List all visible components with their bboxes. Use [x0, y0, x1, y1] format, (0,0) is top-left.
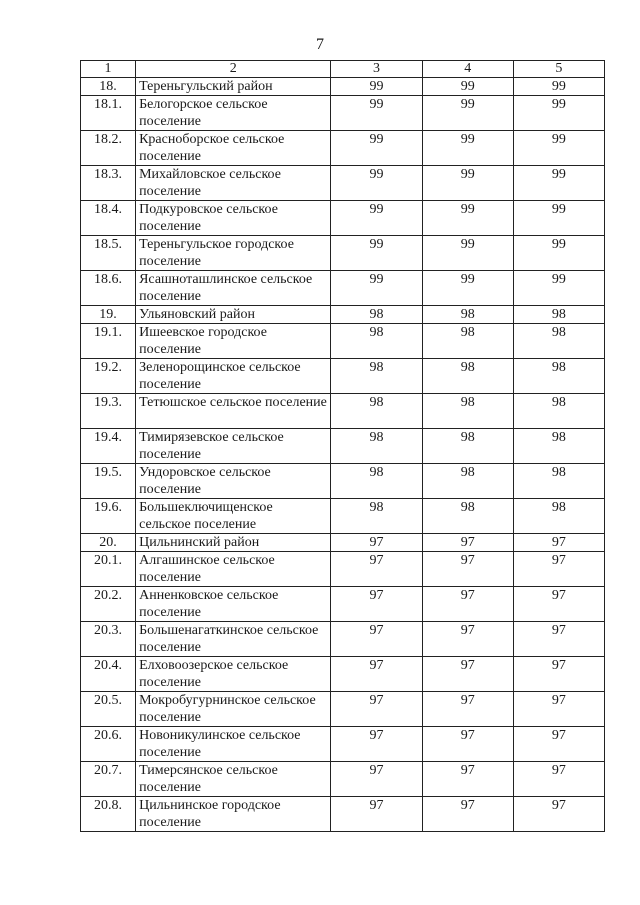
- value-col-4-cell: 97: [422, 587, 513, 622]
- row-name-cell: Ундоровское сельское поселение: [136, 464, 331, 499]
- row-name-cell: Подкуровское сельское поселение: [136, 201, 331, 236]
- value-col-4-cell: 99: [422, 201, 513, 236]
- value-col-5-cell: 98: [513, 324, 604, 359]
- header-col-2: 2: [136, 61, 331, 78]
- value-col-4-cell: 97: [422, 692, 513, 727]
- value-col-4-cell: 98: [422, 359, 513, 394]
- table-header-row: [81, 61, 605, 78]
- row-name-cell: Тереньгульский район: [136, 78, 331, 96]
- table-row: [81, 622, 605, 657]
- value-col-3-cell: 97: [331, 587, 422, 622]
- table-row: [81, 692, 605, 727]
- value-col-3-cell: 97: [331, 534, 422, 552]
- value-col-3-cell: 99: [331, 236, 422, 271]
- value-col-4-cell: 98: [422, 324, 513, 359]
- value-col-5-cell: 99: [513, 96, 604, 131]
- row-number-cell: 18.2.: [81, 131, 136, 166]
- value-col-5-cell: 98: [513, 394, 604, 429]
- value-col-3-cell: 98: [331, 429, 422, 464]
- value-col-3-cell: 99: [331, 201, 422, 236]
- value-col-4-cell: 99: [422, 236, 513, 271]
- value-col-5-cell: 97: [513, 552, 604, 587]
- value-col-5-cell: 97: [513, 762, 604, 797]
- row-name-cell: Красноборское сельское поселение: [136, 131, 331, 166]
- value-col-3-cell: 97: [331, 552, 422, 587]
- table-row: [81, 78, 605, 96]
- row-name-cell: Большенагаткинское сельское поселение: [136, 622, 331, 657]
- row-number-cell: 18.4.: [81, 201, 136, 236]
- row-number-cell: 18.: [81, 78, 136, 96]
- row-name-cell: Большеключищенское сельское поселение: [136, 499, 331, 534]
- value-col-5-cell: 97: [513, 692, 604, 727]
- row-name-cell: Цильнинское городское поселение: [136, 797, 331, 832]
- row-name-cell: Ишеевское городское поселение: [136, 324, 331, 359]
- table-row: [81, 306, 605, 324]
- table-row: [81, 96, 605, 131]
- value-col-3-cell: 98: [331, 499, 422, 534]
- page-number: 7: [316, 36, 324, 53]
- row-name-cell: Новоникулинское сельское поселение: [136, 727, 331, 762]
- row-name-cell: Тереньгульское городское поселение: [136, 236, 331, 271]
- value-col-4-cell: 99: [422, 78, 513, 96]
- value-col-5-cell: 97: [513, 622, 604, 657]
- value-col-3-cell: 97: [331, 727, 422, 762]
- row-name-cell: Ясашноташлинское сельское поселение: [136, 271, 331, 306]
- row-number-cell: 18.1.: [81, 96, 136, 131]
- row-name-cell: Тимирязевское сельское поселение: [136, 429, 331, 464]
- value-col-4-cell: 99: [422, 166, 513, 201]
- header-col-4: 4: [422, 61, 513, 78]
- value-col-3-cell: 98: [331, 464, 422, 499]
- table-body: [81, 78, 605, 832]
- table-row: [81, 762, 605, 797]
- data-table: [80, 60, 605, 832]
- row-number-cell: 20.1.: [81, 552, 136, 587]
- row-number-cell: 19.2.: [81, 359, 136, 394]
- row-name-cell: Алгашинское сельское поселение: [136, 552, 331, 587]
- value-col-3-cell: 99: [331, 271, 422, 306]
- value-col-5-cell: 98: [513, 429, 604, 464]
- value-col-3-cell: 97: [331, 797, 422, 832]
- row-number-cell: 19.4.: [81, 429, 136, 464]
- value-col-5-cell: 98: [513, 464, 604, 499]
- row-number-cell: 19.5.: [81, 464, 136, 499]
- table-row: [81, 552, 605, 587]
- table-row: [81, 657, 605, 692]
- value-col-5-cell: 98: [513, 359, 604, 394]
- value-col-3-cell: 98: [331, 394, 422, 429]
- table-row: [81, 324, 605, 359]
- value-col-3-cell: 97: [331, 762, 422, 797]
- value-col-4-cell: 98: [422, 499, 513, 534]
- table-row: [81, 534, 605, 552]
- table-row: [81, 727, 605, 762]
- table-row: [81, 236, 605, 271]
- row-number-cell: 19.3.: [81, 394, 136, 429]
- row-name-cell: Михайловское сельское поселение: [136, 166, 331, 201]
- header-col-5: 5: [513, 61, 604, 78]
- value-col-4-cell: 98: [422, 464, 513, 499]
- row-name-cell: Анненковское сельское поселение: [136, 587, 331, 622]
- row-name-cell: Тетюшское сельское поселение: [136, 394, 331, 429]
- value-col-5-cell: 97: [513, 657, 604, 692]
- value-col-5-cell: 98: [513, 499, 604, 534]
- row-number-cell: 18.5.: [81, 236, 136, 271]
- table-row: [81, 271, 605, 306]
- value-col-3-cell: 98: [331, 324, 422, 359]
- header-col-1: 1: [81, 61, 136, 78]
- row-number-cell: 20.4.: [81, 657, 136, 692]
- row-number-cell: 18.6.: [81, 271, 136, 306]
- value-col-5-cell: 99: [513, 131, 604, 166]
- table-row: [81, 587, 605, 622]
- value-col-4-cell: 99: [422, 271, 513, 306]
- value-col-5-cell: 99: [513, 236, 604, 271]
- value-col-4-cell: 98: [422, 394, 513, 429]
- value-col-4-cell: 97: [422, 534, 513, 552]
- table-row: [81, 166, 605, 201]
- value-col-5-cell: 97: [513, 797, 604, 832]
- row-name-cell: Мокробугурнинское сельское поселение: [136, 692, 331, 727]
- value-col-4-cell: 98: [422, 429, 513, 464]
- row-number-cell: 20.2.: [81, 587, 136, 622]
- row-number-cell: 19.: [81, 306, 136, 324]
- row-name-cell: Тимерсянское сельское поселение: [136, 762, 331, 797]
- row-name-cell: Ульяновский район: [136, 306, 331, 324]
- value-col-3-cell: 98: [331, 306, 422, 324]
- value-col-5-cell: 99: [513, 271, 604, 306]
- table-row: [81, 429, 605, 464]
- row-name-cell: Зеленорощинское сельское поселение: [136, 359, 331, 394]
- value-col-3-cell: 97: [331, 657, 422, 692]
- value-col-4-cell: 99: [422, 96, 513, 131]
- row-number-cell: 19.1.: [81, 324, 136, 359]
- value-col-4-cell: 97: [422, 622, 513, 657]
- value-col-3-cell: 99: [331, 131, 422, 166]
- row-name-cell: Цильнинский район: [136, 534, 331, 552]
- value-col-5-cell: 97: [513, 587, 604, 622]
- row-number-cell: 20.6.: [81, 727, 136, 762]
- table-row: [81, 201, 605, 236]
- table-row: [81, 131, 605, 166]
- value-col-5-cell: 97: [513, 534, 604, 552]
- table-row: [81, 464, 605, 499]
- row-number-cell: 20.: [81, 534, 136, 552]
- table-row: [81, 394, 605, 429]
- value-col-4-cell: 97: [422, 552, 513, 587]
- value-col-5-cell: 99: [513, 201, 604, 236]
- value-col-3-cell: 97: [331, 692, 422, 727]
- value-col-3-cell: 99: [331, 78, 422, 96]
- value-col-4-cell: 99: [422, 131, 513, 166]
- row-number-cell: 19.6.: [81, 499, 136, 534]
- table-row: [81, 359, 605, 394]
- value-col-4-cell: 98: [422, 306, 513, 324]
- header-col-3: 3: [331, 61, 422, 78]
- value-col-3-cell: 99: [331, 96, 422, 131]
- value-col-5-cell: 99: [513, 166, 604, 201]
- row-number-cell: 20.3.: [81, 622, 136, 657]
- value-col-5-cell: 97: [513, 727, 604, 762]
- value-col-5-cell: 98: [513, 306, 604, 324]
- value-col-3-cell: 98: [331, 359, 422, 394]
- row-number-cell: 20.5.: [81, 692, 136, 727]
- table-row: [81, 797, 605, 832]
- value-col-4-cell: 97: [422, 727, 513, 762]
- row-name-cell: Елховоозерское сельское поселение: [136, 657, 331, 692]
- row-number-cell: 20.8.: [81, 797, 136, 832]
- value-col-3-cell: 99: [331, 166, 422, 201]
- value-col-4-cell: 97: [422, 657, 513, 692]
- value-col-4-cell: 97: [422, 762, 513, 797]
- value-col-5-cell: 99: [513, 78, 604, 96]
- row-name-cell: Белогорское сельское поселение: [136, 96, 331, 131]
- value-col-3-cell: 97: [331, 622, 422, 657]
- table-row: [81, 499, 605, 534]
- row-number-cell: 20.7.: [81, 762, 136, 797]
- row-number-cell: 18.3.: [81, 166, 136, 201]
- value-col-4-cell: 97: [422, 797, 513, 832]
